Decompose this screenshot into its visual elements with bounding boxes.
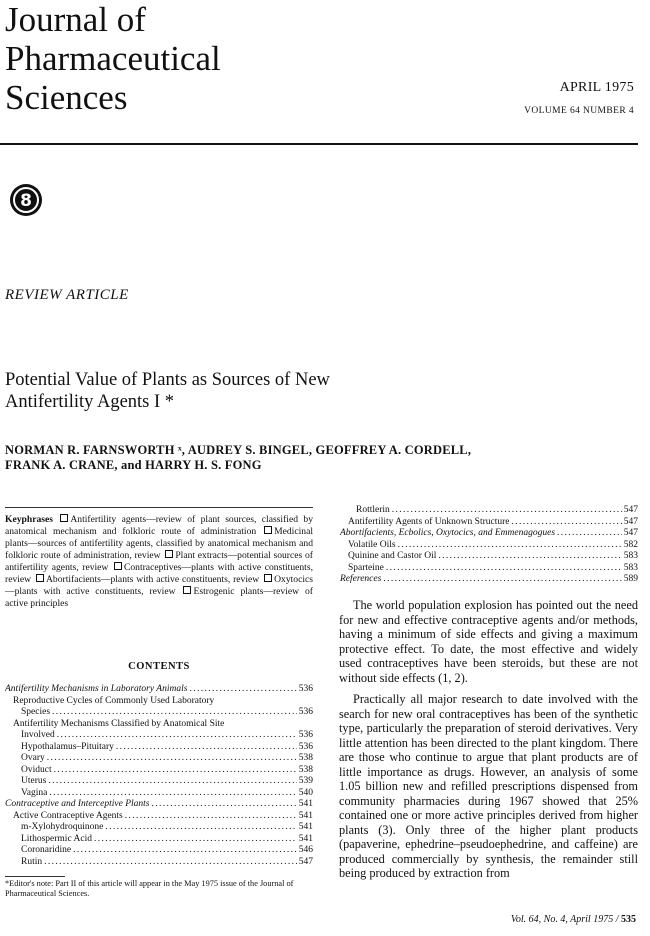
contents-entry-page: 536 [298,741,313,752]
keyphrase: Antifertility agents—review of plant sources, classified by anatomical mechanism and folkloric route of administration [5,514,313,537]
body-text [339,598,638,888]
contents-entry-page: 536 [298,684,313,694]
contents-heading: CONTENTS [128,661,190,672]
journal-title-line: Journal of [5,0,146,39]
issue-volume: VOLUME 64 NUMBER 4 [524,106,634,116]
contents-entry [5,742,313,754]
contents-leader-dots [386,563,622,575]
keyphrases-block [5,514,313,610]
contents-entry [5,799,313,811]
contents-entry-page: 583 [623,551,638,561]
contents-entry-title: Quinine and Castor Oil [348,551,437,561]
article-title-line: Potential Value of Plants as Sources of New [5,370,330,390]
contents-entry-title: Vagina [21,787,48,798]
contents-entry [340,505,638,517]
square-bullet-icon [264,574,272,582]
contents-entry [340,517,638,529]
contents-entry-title: Coronaridine [21,845,72,855]
section-label: REVIEW ARTICLE [5,287,129,303]
contents-entry [340,540,638,552]
contents-entry-page: 583 [623,562,638,573]
contents-entry-page: 547 [298,856,313,867]
contents-entry-page: 541 [298,822,313,832]
article-title-line: Antifertility Agents I * [5,392,175,412]
contents-entry-title: Antifertility Mechanisms in Laboratory Animals [5,684,188,694]
contents-leader-dots [94,834,297,846]
contents-entry [5,822,313,834]
contents-entry-title: Uterus [21,776,47,786]
keyphrases-rule [5,507,313,508]
author-line: FRANK A. CRANE, and HARRY H. S. FONG [5,458,262,472]
contents-entry-page: 589 [623,574,638,584]
contents-leader-dots [73,845,297,857]
contents-entry [340,563,638,575]
contents-entry-page: 541 [298,799,313,809]
contents-entry [5,834,313,846]
contents-entry-page: 582 [623,539,638,550]
author-list [5,443,635,473]
contents-entry-page: 538 [298,753,313,763]
footer-citation: Vol. 64, No. 4, April 1975 / [510,914,619,925]
contents-leader-dots [398,540,622,552]
contents-entry [5,765,313,777]
page-footer [511,914,636,925]
issue-date: APRIL 1975 [559,80,634,95]
contents-entry-title: Oviduct [21,764,52,775]
contents-entry-title: Involved [21,730,55,740]
contents-leader-dots [116,742,297,754]
contents-entry-title: m-Xylohydroquinone [21,822,104,832]
contents-leader-dots [151,799,296,811]
contents-entry-title: Ovary [21,753,45,763]
keyphrase: Abortifacients—plants with active constituents, review [46,574,260,585]
square-bullet-icon [183,586,191,594]
contents-entry [5,753,313,765]
contents-leader-dots [49,788,296,800]
contents-entry-title: Antifertility Mechanisms Classified by Anatomical Site [13,718,225,729]
contents-entry [5,776,313,788]
masthead-rule [0,143,638,145]
square-bullet-icon [114,562,122,570]
contents-entry [5,857,313,869]
contents-entry [5,845,313,857]
contents-entry-title: Rottlerin [356,505,390,515]
contents-leader-dots [48,776,296,788]
contents-list-right [340,505,638,586]
contents-entry [340,574,638,586]
body-paragraph: Practically all major research to date involved with the search for new oral contraceptives has been of the synthetic type, particularly the preparation of steroid derivatives. Very little attention has been directed to the plant kingdom. There are those who continue to argue that plant products are of little importance as drugs. However, an analysis of some 1.05 billion new and refilled prescriptions dispensed from community pharmacies during 1967 showed that 25% contained one or more active principles derived from higher plants (3). Only three of the higher plant products (papaverine, ephedrine–pseudoephedrine, and caffeine) are produced commercially by synthesis, the remainder still being produced by extraction from [339,692,638,880]
contents-entry-title: Volatile Oils [348,539,396,550]
footnote-rule [5,876,65,877]
contents-entry-page: 539 [298,776,313,786]
contents-entry-title: Abortifacients, Ecbolics, Oxytocics, and Emmenagogues [340,528,556,538]
journal-title-line: Pharmaceutical [5,39,221,78]
contents-entry-page: 547 [623,516,638,527]
seal-glyph: 8 [20,191,32,211]
contents-entry-title: Hypothalamus–Pituitary [21,741,114,752]
body-paragraph: The world population explosion has pointed out the need for new and effective contraceptive agents and/or methods, having a minimum of side effects and giving a maximum protective effect. To date, the most effective and widely used contraceptives have been steroids, but these are not without side effects (1, 2). [339,598,638,685]
contents-leader-dots [557,528,622,540]
contents-entry-page: 536 [298,730,313,740]
journal-seal-icon [9,183,43,217]
contents-leader-dots [125,811,297,823]
keyphrase: Estrogenic plants—review of active principles [5,586,313,609]
article-title [5,369,330,413]
contents-entry-title: Antifertility Agents of Unknown Structure [348,516,510,527]
contents-leader-dots [52,707,297,719]
contents-entry-page: 538 [298,764,313,775]
contents-entry [5,811,313,823]
journal-title-line: Sciences [5,78,128,117]
contents-entry-page: 546 [298,845,313,855]
contents-entry-title: Species [21,707,51,717]
contents-entry-title: Lithospermic Acid [21,833,92,844]
journal-title [5,0,221,117]
editor-footnote: *Editor's note: Part II of this article will appear in the May 1975 issue of the Journal of Pharmaceutical Sciences. [5,879,294,898]
contents-entry-title: Rutin [21,856,43,867]
author-line: NORMAN R. FARNSWORTH ˣ, AUDREY S. BINGEL, GEOFFREY A. CORDELL, [5,443,472,457]
contents-entry [340,528,638,540]
contents-leader-dots [189,684,296,696]
square-bullet-icon [165,550,173,558]
keyphrase: Medicinal plants—sources of antifertility agents, classified by anatomical mechanism and folkloric route of administration, review [5,526,313,561]
keyphrases-label: Keyphrases [5,514,53,525]
contents-list-left [5,684,313,868]
contents-entry-page: 541 [298,810,313,821]
contents-entry-title: Active Contraceptive Agents [13,810,123,821]
contents-entry-title: Contraceptive and Interceptive Plants [5,799,150,809]
contents-entry [5,696,313,708]
contents-entry [5,788,313,800]
contents-leader-dots [44,857,297,869]
contents-leader-dots [105,822,296,834]
contents-leader-dots [511,517,621,529]
contents-entry [5,719,313,731]
contents-leader-dots [438,551,621,563]
square-bullet-icon [36,574,44,582]
contents-leader-dots [392,505,622,517]
contents-entry-page: 536 [298,707,313,717]
page-number: 535 [621,914,636,925]
contents-entry-page: 547 [623,528,638,538]
square-bullet-icon [264,526,272,534]
contents-entry [5,707,313,719]
keyphrase: Oxytocics—plants with active constituents, review [5,574,313,597]
contents-leader-dots [57,730,297,742]
keyphrase: Contraceptives—plants with active constituents, review [5,562,313,585]
contents-entry [5,684,313,696]
contents-leader-dots [383,574,621,586]
contents-leader-dots [47,753,297,765]
contents-entry-page: 541 [298,833,313,844]
contents-entry-page: 540 [298,787,313,798]
issue-info [524,80,634,118]
square-bullet-icon [60,514,68,522]
contents-entry-title: Sparteine [348,562,384,573]
keyphrase: Plant extracts—potential sources of antifertility agents, review [5,550,313,573]
contents-leader-dots [54,765,297,777]
contents-entry [340,551,638,563]
contents-entry-page: 547 [623,505,638,515]
contents-entry-title: Reproductive Cycles of Commonly Used Laboratory [13,695,215,706]
contents-entry-title: References [340,574,382,584]
contents-entry [5,730,313,742]
